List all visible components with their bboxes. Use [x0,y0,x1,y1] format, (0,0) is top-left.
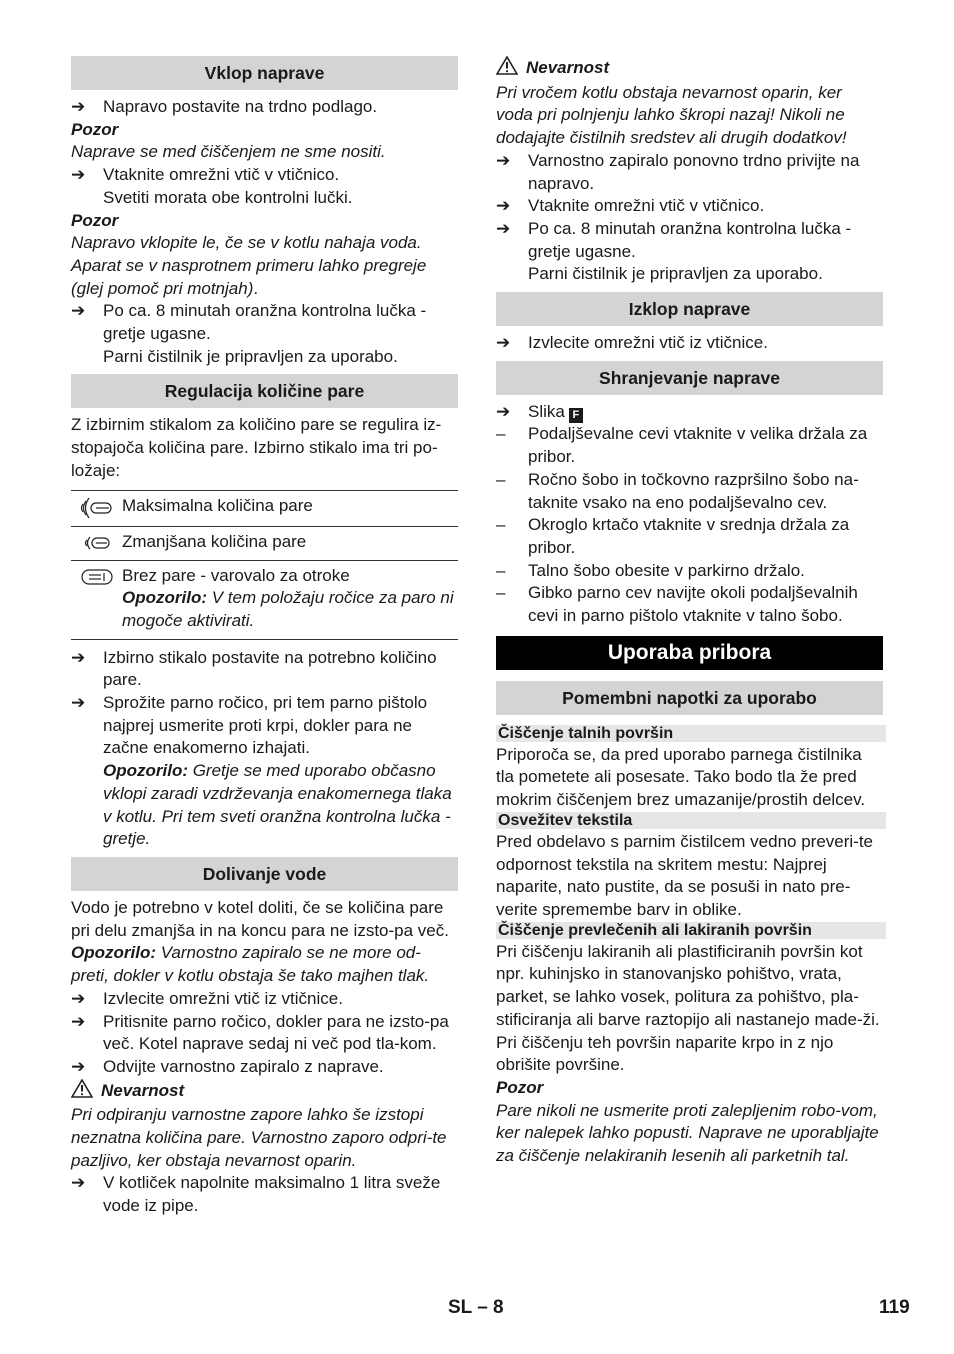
pozor-text: Naprave se med čiščenjem ne sme nositi. [71,142,386,162]
footer-language-page: SL – 8 [448,1297,504,1318]
list-item: – Podaljševalne cevi vtaknite v velika držala za pribor. [496,423,883,468]
section-heading-izklop: Izklop naprave [496,292,883,326]
arrow-icon: ➔ [71,1011,86,1031]
list-item: – Ročno šobo in točkovno razpršilno šobo na-taknite vsako na eno podaljševalno cev. [496,469,883,514]
instruction-step: ➔ Izvlecite omrežni vtič iz vtičnice. [71,988,458,1011]
paragraph: Pri čiščenju lakiranih ali plastificiranih površin kot npr. kuhinjsko in stanovanjsko pohištvo, vrata, parket, se lahko vosek, politura za pohištvo, pla-stificiranja ali barve raztopijo ali nastanejo made-ži. Pri čiščenju teh površin naparite krpo in z njo obrišite površine. [496,941,880,1075]
left-column [71,56,458,1218]
instruction-step: ➔ Po ca. 8 minutah oranžna kontrolna lučka - gretje ugasne. Parni čistilnik je pripravljen za uporabo. [71,300,458,368]
danger-text: Pri vročem kotlu obstaja nevarnost oparin, ker voda pri polnjenju lahko škropi nazaj! Nikoli ne dodajajte čistilnih sredstev ali drugih dodatkov! [496,82,847,148]
arrow-icon: ➔ [71,647,86,667]
subheading-tekstil: Osvežitev tekstila [496,812,886,829]
pozor-label: Pozor [71,210,119,230]
reduced-steam-icon [71,531,122,554]
section-heading-vklop: Vklop naprave [71,56,458,90]
arrow-icon: ➔ [71,1056,86,1076]
paragraph: Priporoča se, da pred uporabo parnega čistilnika tla pometete ali posesate. Tako bodo tla že pred mokrim čiščenjem brez umazanije/prostih delcev. [496,744,866,810]
dash-bullet: – [496,424,506,444]
figure-f-badge: F [569,408,583,423]
warning-triangle-icon [496,56,518,82]
arrow-icon: ➔ [71,97,86,116]
instruction-step: ➔ Vtaknite omrežni vtič v vtičnico. [496,195,883,218]
arrow-icon: ➔ [71,1173,86,1193]
steam-selector-table [71,490,458,640]
arrow-icon: ➔ [496,150,511,170]
dash-bullet: – [496,583,506,603]
danger-heading: Nevarnost [496,56,883,82]
selector-row-off: Brez pare - varovalo za otroke Opozorilo: V tem položaju ročice za paro ni mogoče aktivirati. [71,561,458,640]
instruction-step: ➔ V kotliček napolnite maksimalno 1 litra sveže vode iz pipe. [71,1172,458,1217]
danger-heading: Nevarnost [71,1079,458,1105]
section-heading-shranjevanje: Shranjevanje naprave [496,361,883,395]
right-column [496,56,883,1168]
instruction-step: ➔ Izvlecite omrežni vtič iz vtičnice. [496,332,883,355]
subheading-lakirane-povrsine: Čiščenje prevlečenih ali lakiranih površin [496,922,886,939]
dash-bullet: – [496,560,506,580]
arrow-icon: ➔ [71,988,86,1008]
instruction-step: ➔ Po ca. 8 minutah oranžna kontrolna lučka - gretje ugasne. Parni čistilnik je pripravljen za uporabo. [496,218,883,286]
dash-bullet: – [496,469,506,489]
selector-row-reduced: Zmanjšana količina pare [71,527,458,561]
arrow-icon: ➔ [71,165,86,185]
instruction-step: ➔ Sprožite parno ročico, pri tem parno pištolo najprej usmerite proti krpi, dokler para ne začne enakomerno izhajati. Opozorilo: Gretje se med uporabo občasno vklopi zaradi vzdrževanja enakomernega tlaka v kotlu. Pri tem sveti oranžna kontrolna lučka - gretje. [71,692,458,851]
list-item: – Okroglo krtačo vtaknite v srednja držala za pribor. [496,514,883,559]
instruction-step: ➔ Vtaknite omrežni vtič v vtičnico. Svetiti morata obe kontrolni lučki. [71,164,458,209]
max-steam-icon [71,495,122,520]
pozor-text: Napravo vklopite le, če se v kotlu nahaja voda. Aparat se v nasprotnem primeru lahko pregreje (glej pomoč pri motnjah). [71,233,427,298]
arrow-icon: ➔ [71,301,86,321]
arrow-icon: ➔ [496,333,511,353]
subheading-talne-povrsine: Čiščenje talnih površin [496,725,886,742]
pozor-text: Pare nikoli ne usmerite proti zalepljenim robo-vom, ker nalepek lahko popusti. Naprave ne uporabljajte za čiščenje nelakiranih lesenih ali parketnih tal. [496,1100,879,1166]
danger-text: Pri odpiranju varnostne zapore lahko še izstopi neznatna količina pare. Varnostno zaporo odpri-te pazljivo, ker obstaja nevarnost oparin. [71,1105,447,1170]
paragraph: Vodo je potrebno v kotel doliti, če se količina pare pri delu zmanjša in na koncu para ne izsto-pa več. [71,897,449,940]
note: Opozorilo: Varnostno zapiralo se ne more od-preti, dokler v kotlu obstaja še tako majhen tlak. [71,943,430,986]
instruction-step: ➔ Napravo postavite na trdno podlago. [71,96,458,119]
list-item: – Talno šobo obesite v parkirno držalo. [496,560,883,583]
instruction-step: ➔ Izbirno stikalo postavite na potrebno količino pare. [71,647,458,692]
arrow-icon: ➔ [496,218,511,238]
instruction-step: ➔ Slika F [496,401,883,424]
selector-row-max: Maksimalna količina pare [71,491,458,527]
no-steam-lock-icon [71,565,122,633]
instruction-step: ➔ Varnostno zapiralo ponovno trdno privijte na napravo. [496,150,883,195]
pozor-label: Pozor [496,1077,544,1097]
pozor-label: Pozor [71,119,119,139]
arrow-icon: ➔ [71,693,86,713]
warning-triangle-icon [71,1079,93,1105]
section-heading-napotki: Pomembni napotki za uporabo [496,681,883,715]
paragraph: Z izbirnim stikalom za količino pare se regulira iz-stopajoča količina pare. Izbirno stikalo ima tri po-ložaje: [71,415,442,480]
instruction-step: ➔ Odvijte varnostno zapiralo z naprave. [71,1056,458,1079]
instruction-step: ➔ Pritisnite parno ročico, dokler para ne izsto-pa več. Kotel naprave sedaj ni več pod tla-kom. [71,1011,458,1056]
section-heading-dolivanje: Dolivanje vode [71,857,458,891]
paragraph: Pred obdelavo s parnim čistilcem vedno preveri-te odpornost tekstila na skritem mestu: Najprej naparite, nato pustite, da se posuši in nato pre-verite spremembe barv in oblike. [496,831,874,919]
section-heading-regulacija: Regulacija količine pare [71,374,458,408]
dash-bullet: – [496,515,506,535]
arrow-icon: ➔ [496,196,511,216]
footer-page-number: 119 [879,1297,910,1318]
chapter-heading-uporaba-pribora: Uporaba pribora [496,636,883,670]
list-item: – Gibko parno cev navijte okoli podaljševalnih cevi in parno pištolo vtaknite v talno šobo. [496,582,883,627]
arrow-icon: ➔ [496,401,511,421]
